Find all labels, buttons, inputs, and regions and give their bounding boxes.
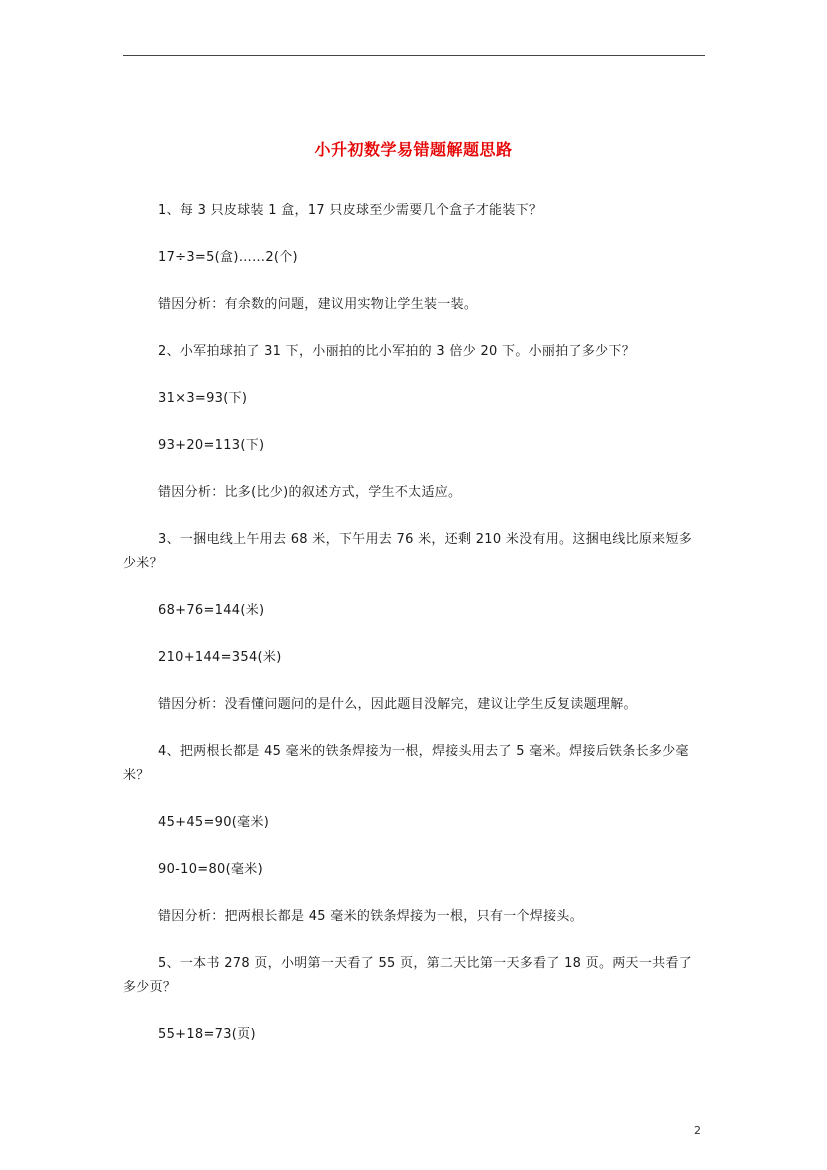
question-1: 1、每 3 只皮球装 1 盒，17 只皮球至少需要几个盒子才能装下？	[158, 203, 543, 218]
question-5: 5、一本书 278 页，小明第一天看了 55 页，第二天比第一天多看了 18 页。两天一共看了多少页？	[123, 956, 693, 995]
error-analysis: 错因分析：没看懂问题问的是什么，因此题目没解完，建议让学生反复读题理解。	[158, 697, 637, 712]
question-4: 4、把两根长都是 45 毫米的铁条焊接为一根，焊接头用去了 5 毫米。焊接后铁条长多少毫米？	[123, 744, 689, 783]
document-title: 小升初数学易错题解题思路	[314, 140, 513, 159]
header-rule	[123, 55, 705, 56]
solution-line: 68+76=144(米)	[158, 603, 265, 618]
solution-line: 17÷3=5(盒)……2(个)	[158, 250, 298, 265]
question-2: 2、小军拍球拍了 31 下，小丽拍的比小军拍的 3 倍少 20 下。小丽拍了多少下？	[158, 344, 636, 359]
solution-line: 55+18=73(页)	[158, 1027, 256, 1042]
question-3: 3、一捆电线上午用去 68 米，下午用去 76 米，还剩 210 米没有用。这捆电线比原来短多少米？	[123, 532, 693, 571]
solution-line: 90-10=80(毫米)	[158, 862, 263, 877]
error-analysis: 错因分析：有余数的问题，建议用实物让学生装一装。	[158, 297, 478, 312]
page-number: 2	[694, 1124, 701, 1137]
document-body	[123, 199, 705, 1070]
solution-line: 45+45=90(毫米)	[158, 815, 270, 830]
solution-line: 210+144=354(米)	[158, 650, 282, 665]
solution-line: 93+20=113(下)	[158, 438, 265, 453]
error-analysis: 错因分析：把两根长都是 45 毫米的铁条焊接为一根，只有一个焊接头。	[158, 909, 584, 924]
solution-line: 31×3=93(下)	[158, 391, 248, 406]
error-analysis: 错因分析：比多(比少)的叙述方式，学生不太适应。	[158, 485, 462, 500]
